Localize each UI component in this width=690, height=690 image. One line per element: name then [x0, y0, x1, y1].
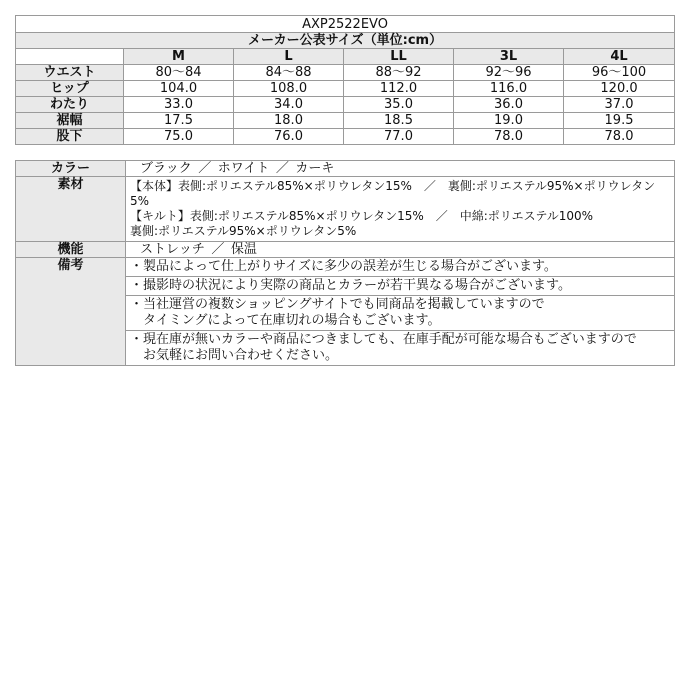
table-cell: 92〜96 — [454, 65, 564, 81]
material-row — [16, 177, 675, 242]
table-cell: 18.5 — [344, 113, 454, 129]
table-cell: 78.0 — [454, 129, 564, 145]
size-header: 3L — [454, 49, 564, 65]
table-cell: 88〜92 — [344, 65, 454, 81]
remark-line: タイミングによって在庫切れの場合もございます。 — [130, 313, 441, 328]
table-cell: 34.0 — [234, 97, 344, 113]
table-cell: 112.0 — [344, 81, 454, 97]
remarks-row — [16, 258, 675, 366]
size-header: 4L — [564, 49, 675, 65]
row-label: 裾幅 — [16, 113, 124, 129]
table-cell: 84〜88 — [234, 65, 344, 81]
function-row — [16, 242, 675, 258]
remark-note — [126, 258, 674, 276]
function-item: 保温 — [230, 242, 257, 257]
table-cell: 104.0 — [124, 81, 234, 97]
table-cell: 37.0 — [564, 97, 675, 113]
row-label: ヒップ — [16, 81, 124, 97]
material-line: 裏側:ポリエステル95%×ポリウレタン5% — [130, 224, 357, 238]
remark-line: ・現在庫が無いカラーや商品につきましても、在庫手配が可能な場合もございますので — [130, 332, 637, 347]
table-cell: 78.0 — [564, 129, 675, 145]
remark-note — [126, 295, 674, 330]
separator: ／ — [275, 161, 289, 176]
function-label: 機能 — [16, 242, 126, 258]
table-cell: 75.0 — [124, 129, 234, 145]
color-item: カーキ — [295, 161, 335, 176]
table-row — [16, 97, 675, 113]
table-row — [16, 65, 675, 81]
material-values — [126, 177, 675, 242]
material-line: 【本体】表側:ポリエステル85%×ポリウレタン15% ／ 裏側:ポリエステル95%×ポリウレタン5% — [130, 179, 656, 208]
table-cell: 76.0 — [234, 129, 344, 145]
table-cell: 96〜100 — [564, 65, 675, 81]
size-table-subtitle: メーカー公表サイズ（単位:cm） — [16, 33, 675, 49]
material-line: 【キルト】表側:ポリエステル85%×ポリウレタン15% ／ 中綿:ポリエステル100% — [130, 209, 594, 223]
table-row — [16, 129, 675, 145]
material-label: 素材 — [16, 177, 126, 242]
size-table — [15, 15, 675, 145]
table-cell: 17.5 — [124, 113, 234, 129]
table-cell: 35.0 — [344, 97, 454, 113]
table-cell: 108.0 — [234, 81, 344, 97]
size-header: M — [124, 49, 234, 65]
table-cell: 19.0 — [454, 113, 564, 129]
table-cell: 120.0 — [564, 81, 675, 97]
size-header-row — [16, 49, 675, 65]
remark-line: お気軽にお問い合わせください。 — [130, 348, 339, 363]
table-cell: 33.0 — [124, 97, 234, 113]
product-code: AXP2522EVO — [16, 16, 675, 33]
table-cell: 80〜84 — [124, 65, 234, 81]
size-header: L — [234, 49, 344, 65]
separator: ／ — [198, 161, 212, 176]
product-spec-sheet — [15, 15, 674, 366]
remark-line: ・撮影時の状況により実際の商品とカラーが若干異なる場合がございます。 — [130, 278, 571, 293]
remarks-values — [126, 258, 675, 366]
table-cell: 77.0 — [344, 129, 454, 145]
row-label: わたり — [16, 97, 124, 113]
remarks-label: 備考 — [16, 258, 126, 366]
size-header: LL — [344, 49, 454, 65]
remark-line: ・当社運営の複数ショッピングサイトでも同商品を掲載していますので — [130, 297, 545, 312]
color-item: ホワイト — [217, 161, 270, 176]
table-row — [16, 81, 675, 97]
table-cell: 36.0 — [454, 97, 564, 113]
table-cell: 19.5 — [564, 113, 675, 129]
color-item: ブラック — [140, 161, 192, 176]
table-cell: 18.0 — [234, 113, 344, 129]
function-item: ストレッチ — [140, 242, 205, 257]
color-values — [126, 161, 675, 177]
row-label: ウエスト — [16, 65, 124, 81]
remark-line: ・製品によって仕上がりサイズに多少の誤差が生じる場合がございます。 — [130, 259, 557, 274]
remark-note — [126, 276, 674, 295]
remark-note — [126, 330, 674, 365]
spec-table — [15, 160, 675, 366]
function-values — [126, 242, 675, 258]
header-corner — [16, 49, 124, 65]
table-cell: 116.0 — [454, 81, 564, 97]
table-row — [16, 113, 675, 129]
color-label: カラー — [16, 161, 126, 177]
color-row — [16, 161, 675, 177]
row-label: 股下 — [16, 129, 124, 145]
separator: ／ — [211, 242, 225, 257]
